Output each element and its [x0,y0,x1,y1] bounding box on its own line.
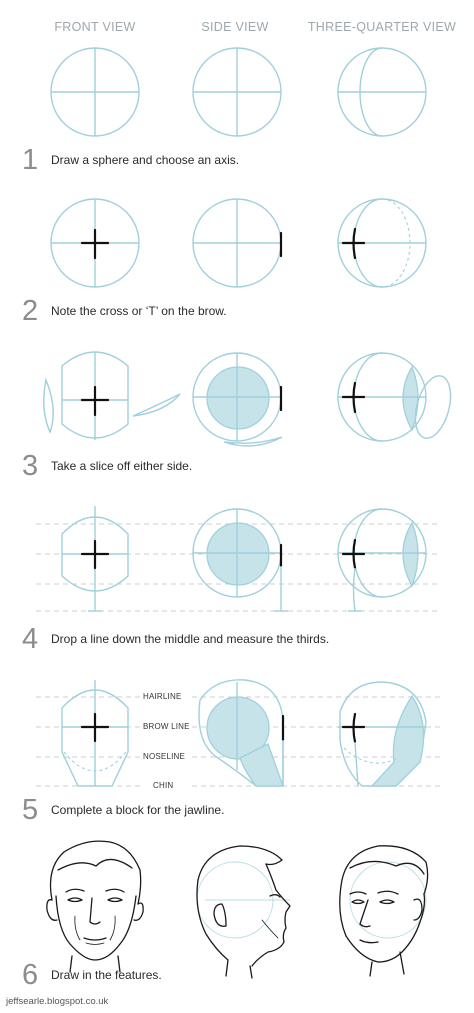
step-5-number: 5 [22,793,39,826]
row-2-brow-cross [51,199,426,287]
three-quarter-sphere-3 [338,353,457,442]
step-6-number: 6 [22,958,39,991]
side-sphere-1 [193,48,281,136]
step-6-text: Draw in the features. [51,968,162,982]
side-face-drawing [197,846,290,978]
row-3-slices [44,352,457,446]
front-sphere-4 [62,506,128,611]
step-3 [22,449,192,483]
front-sphere-3 [44,352,180,440]
three-quarter-sphere-2 [338,199,426,287]
step-2-number: 2 [22,294,39,327]
step-4-number: 4 [22,622,39,655]
step-1-number: 1 [22,143,39,176]
side-sphere-3 [193,353,282,446]
step-3-text: Take a slice off either side. [51,459,193,473]
step-3-number: 3 [22,449,39,482]
three-quarter-face-drawing [340,846,428,976]
step-2-text: Note the cross or ‘T’ on the brow. [51,304,227,318]
step-4-text: Drop a line down the middle and measure the thirds. [51,632,330,646]
row-1-spheres [51,48,426,136]
side-head-5 [199,680,283,786]
front-face-drawing [47,841,143,972]
row-5-jawline [36,680,440,786]
front-sphere-1 [51,48,139,136]
column-heading-side: SIDE VIEW [201,20,269,34]
three-quarter-head-5 [338,682,426,786]
side-sphere-2 [193,199,281,287]
step-2 [22,294,227,328]
step-5 [22,793,224,827]
three-quarter-sphere-1 [338,48,426,136]
credit-text: jeffsearle.blogspot.co.uk [6,996,109,1007]
step-1-text: Draw a sphere and choose an axis. [51,153,240,167]
hairline-label: HAIRLINE [143,692,182,701]
column-heading-three-quarter: THREE-QUARTER VIEW [307,20,457,34]
noseline-label: NOSELINE [143,752,186,761]
front-head-5 [62,680,128,786]
step-5-text: Complete a block for the jawline. [51,803,225,817]
step-6 [22,958,162,992]
step-1 [22,143,239,177]
front-sphere-2 [51,199,139,287]
brow-line-label: BROW LINE [143,722,190,731]
column-heading-front: FRONT VIEW [54,20,136,34]
row-4-thirds [36,506,440,611]
step-4 [22,622,329,656]
chin-label: CHIN [153,781,174,790]
